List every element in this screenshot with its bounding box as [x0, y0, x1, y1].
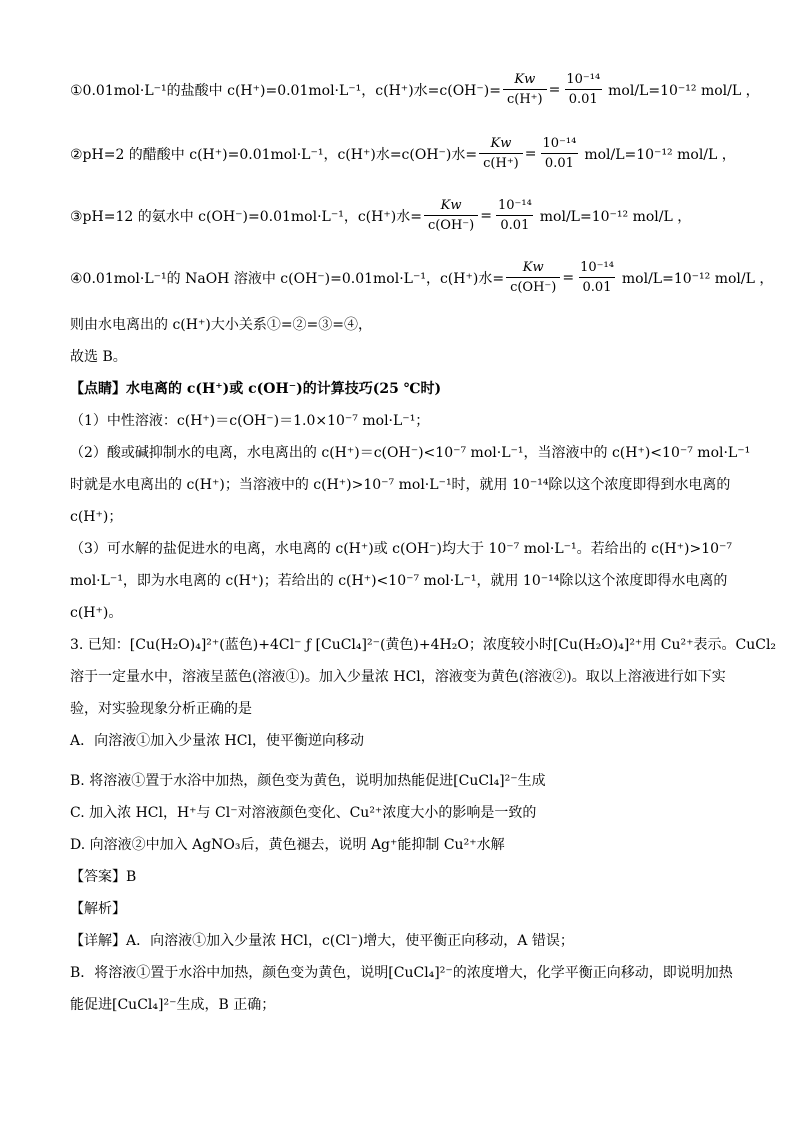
fraction	[494, 198, 536, 235]
option-a: A．向溶液①加入少量浓 HCl，使平衡逆向移动	[70, 733, 364, 749]
equation-row-3	[70, 190, 691, 242]
text-line: c(H⁺)；	[70, 509, 123, 525]
fraction-denominator: c(OH⁻)	[424, 215, 478, 235]
equation-tail: mol/L=10⁻¹² mol/L ，	[539, 209, 692, 225]
text-line: 时就是水电离出的 c(H⁺)；当溶液中的 c(H⁺)>10⁻⁷ mol·L⁻¹时，就用 10⁻¹⁴除以这个浓度即得到水电离的	[70, 477, 731, 493]
equals-sign: =	[524, 146, 537, 162]
equation-tail: mol/L=10⁻¹² mol/L ，	[608, 83, 760, 99]
text-line: （1）中性溶液：c(H⁺)＝c(OH⁻)＝1.0×10⁻⁷ mol·L⁻¹；	[70, 413, 430, 429]
fraction	[538, 136, 580, 173]
fraction-numerator: 10⁻¹⁴	[497, 197, 532, 213]
text-line: c(H⁺)。	[70, 605, 123, 621]
analysis-label: 【解析】	[70, 901, 126, 917]
fraction-denominator: c(H⁺)	[503, 89, 547, 109]
fraction-denominator: 0.01	[565, 89, 602, 109]
question-stem: 验，对实验现象分析正确的是	[70, 701, 252, 717]
equation-lead: ①0.01mol·L⁻¹的盐酸中 c(H⁺)=0.01mol·L⁻¹，c(H⁺)水=c(OH⁻)=	[70, 83, 501, 99]
tip-heading: 【点睛】水电离的 c(H⁺)或 c(OH⁻)的计算技巧(25 ℃时)	[70, 381, 442, 397]
explanation-line: 能促进[CuCl₄]²⁻生成，B 正确；	[70, 997, 276, 1013]
fraction-denominator: 0.01	[579, 277, 616, 297]
text-line: （3）可水解的盐促进水的电离，水电离的 c(H⁺)或 c(OH⁻)均大于 10⁻⁷ mol·L⁻¹。若给出的 c(H⁺)>10⁻⁷	[70, 541, 733, 557]
fraction	[506, 260, 560, 297]
question-stem: 3. 已知：[Cu(H₂O)₄]²⁺(蓝色)+4Cl⁻ ƒ [CuCl₄]²⁻(黄色)+4H₂O；浓度较小时[Cu(H₂O)₄]²⁺用 Cu²⁺表示。CuCl₂	[70, 637, 777, 653]
option-c: C. 加入浓 HCl，H⁺与 Cl⁻对溶液颜色变化、Cu²⁺浓度大小的影响是一致的	[70, 805, 537, 821]
fraction-denominator: 0.01	[496, 215, 533, 235]
text-line: 故选 B。	[70, 349, 127, 365]
fraction-numerator: Kw	[440, 197, 462, 213]
fraction-denominator: 0.01	[541, 153, 578, 173]
fraction-denominator: c(H⁺)	[479, 153, 523, 173]
equation-lead: ③pH=12 的氨水中 c(OH⁻)=0.01mol·L⁻¹，c(H⁺)水=	[70, 209, 422, 225]
equation-lead: ②pH=2 的醋酸中 c(H⁺)=0.01mol·L⁻¹，c(H⁺)水=c(OH⁻)水=	[70, 147, 478, 163]
explanation-line: 【详解】A．向溶液①加入少量浓 HCl，c(Cl⁻)增大，使平衡正向移动，A 错误；	[70, 933, 574, 949]
equation-tail: mol/L=10⁻¹² mol/L ，	[621, 271, 774, 287]
answer-label: 【答案】B	[70, 869, 137, 885]
equals-sign: =	[562, 270, 575, 286]
explanation-line: B．将溶液①置于水浴中加热，颜色变为黄色，说明[CuCl₄]²⁻的浓度增大，化学平衡正向移动，即说明加热	[70, 965, 733, 981]
equation-row-1	[70, 64, 760, 116]
fraction	[424, 198, 478, 235]
fraction	[479, 136, 523, 173]
fraction	[503, 72, 547, 109]
text-line: （2）酸或碱抑制水的电离，水电离出的 c(H⁺)＝c(OH⁻)<10⁻⁷ mol·L⁻¹，当溶液中的 c(H⁺)<10⁻⁷ mol·L⁻¹	[70, 445, 751, 461]
equals-sign: =	[548, 82, 561, 98]
fraction-numerator: Kw	[490, 135, 512, 151]
fraction-numerator: Kw	[522, 259, 544, 275]
equation-lead: ④0.01mol·L⁻¹的 NaOH 溶液中 c(OH⁻)=0.01mol·L⁻¹，c(H⁺)水=	[70, 271, 505, 287]
option-b: B. 将溶液①置于水浴中加热，颜色变为黄色，说明加热能促进[CuCl₄]²⁻生成	[70, 773, 546, 789]
equation-tail: mol/L=10⁻¹² mol/L ，	[584, 147, 736, 163]
fraction-numerator: 10⁻¹⁴	[542, 135, 577, 151]
equals-sign: =	[480, 208, 492, 224]
equation-row-4	[70, 252, 773, 304]
equation-row-2	[70, 128, 736, 180]
fraction	[562, 72, 604, 109]
fraction-denominator: c(OH⁻)	[506, 277, 560, 297]
fraction-numerator: Kw	[514, 71, 536, 87]
text-line: 则由水电离出的 c(H⁺)大小关系①=②=③=④，	[70, 317, 373, 333]
text-line: mol·L⁻¹，即为水电离的 c(H⁺)；若给出的 c(H⁺)<10⁻⁷ mol·L⁻¹，就用 10⁻¹⁴除以这个浓度即得水电离的	[70, 573, 728, 589]
fraction-numerator: 10⁻¹⁴	[566, 71, 601, 87]
question-stem: 溶于一定量水中，溶液呈蓝色(溶液①)。加入少量浓 HCl，溶液变为黄色(溶液②)。取以上溶液进行如下实	[70, 669, 726, 685]
fraction	[576, 260, 618, 297]
fraction-numerator: 10⁻¹⁴	[580, 259, 614, 275]
option-d: D. 向溶液②中加入 AgNO₃后，黄色褪去，说明 Ag⁺能抑制 Cu²⁺水解	[70, 837, 505, 853]
